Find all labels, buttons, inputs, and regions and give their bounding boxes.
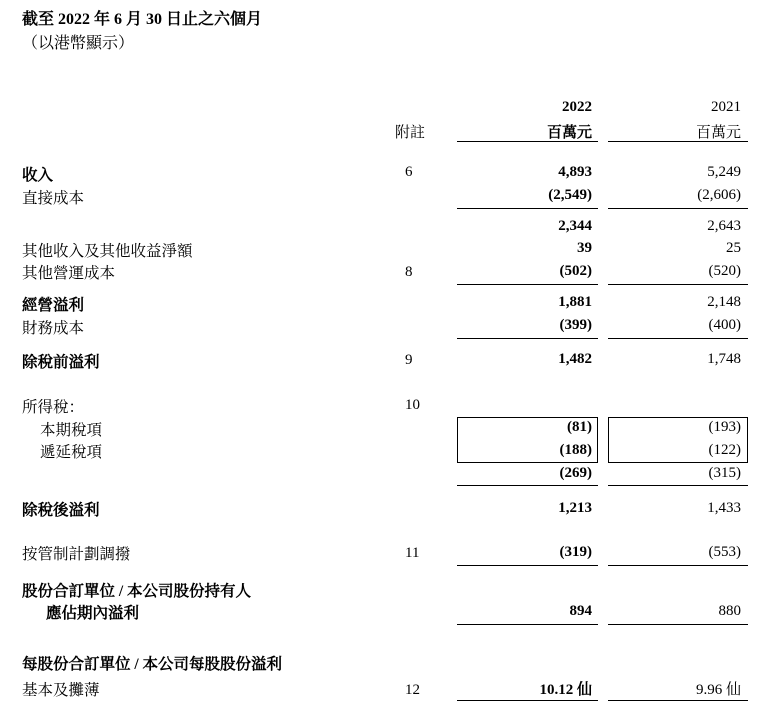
row-label: 除稅前溢利 bbox=[22, 354, 100, 371]
row-value-prior: 2,148 bbox=[707, 294, 741, 310]
row-label: 其他收入及其他收益淨額 bbox=[22, 243, 193, 260]
row-value-prior: (193) bbox=[708, 419, 741, 435]
row-value-prior: 25 bbox=[726, 240, 741, 256]
header-underline-prior bbox=[608, 141, 748, 142]
row-value-current: 10.12 仙 bbox=[539, 682, 592, 698]
row-label: 直接成本 bbox=[22, 190, 85, 207]
row-label: 按管制計劃調撥 bbox=[22, 546, 131, 563]
row-value-prior: (122) bbox=[708, 442, 741, 458]
note-column-header: 附註 bbox=[395, 125, 426, 141]
total-line-prior bbox=[608, 624, 748, 625]
row-value-prior: 5,249 bbox=[707, 164, 741, 180]
unit-prior-header: 百萬元 bbox=[695, 125, 741, 141]
statement-title: 截至 2022 年 6 月 30 日止之六個月 bbox=[22, 11, 263, 28]
row-label: 遞延稅項 bbox=[40, 444, 103, 461]
row-note: 6 bbox=[405, 164, 413, 180]
row-value-current: 894 bbox=[569, 603, 592, 619]
row-label: 每股份合訂單位 / 本公司每股股份溢利 bbox=[22, 656, 283, 673]
row-label: 本期稅項 bbox=[40, 422, 103, 439]
row-label: 所得稅： bbox=[22, 399, 85, 416]
currency-note: （以港幣顯示） bbox=[22, 35, 135, 52]
eps-line-current bbox=[457, 700, 598, 701]
row-value-current: 1,213 bbox=[558, 500, 592, 516]
row-value-prior: 880 bbox=[718, 603, 741, 619]
row-value-current: 4,893 bbox=[558, 164, 592, 180]
row-note: 12 bbox=[405, 682, 420, 698]
year-prior-header: 2021 bbox=[711, 99, 741, 115]
unit-current-header: 百萬元 bbox=[546, 125, 592, 141]
subtotal-line-prior bbox=[608, 284, 748, 285]
row-value-prior: 9.96 仙 bbox=[695, 682, 741, 698]
row-value-current: (502) bbox=[559, 263, 592, 279]
row-label: 收入 bbox=[22, 167, 54, 184]
subtotal-line-current bbox=[457, 208, 598, 209]
subtotal-line-prior bbox=[608, 338, 748, 339]
subtotal-line-prior bbox=[608, 485, 748, 486]
row-note: 11 bbox=[405, 545, 420, 561]
subtotal-line-current bbox=[457, 485, 598, 486]
row-value-prior: (520) bbox=[708, 263, 741, 279]
total-line-current bbox=[457, 624, 598, 625]
row-label: 除稅後溢利 bbox=[22, 502, 100, 519]
row-value-current: (188) bbox=[559, 442, 592, 458]
row-value-prior: (553) bbox=[708, 544, 741, 560]
row-label: 基本及攤薄 bbox=[22, 682, 100, 699]
subtotal-line-current bbox=[457, 565, 598, 566]
row-value-prior: 1,433 bbox=[707, 500, 741, 516]
row-note: 8 bbox=[405, 264, 413, 280]
row-value-current: 1,482 bbox=[558, 351, 592, 367]
row-value-current: 1,881 bbox=[558, 294, 592, 310]
subtotal-line-current bbox=[457, 284, 598, 285]
header-underline-current bbox=[457, 141, 598, 142]
row-value-prior: (400) bbox=[708, 317, 741, 333]
year-current-header: 2022 bbox=[562, 99, 592, 115]
row-note: 9 bbox=[405, 352, 413, 368]
row-label: 應佔期內溢利 bbox=[46, 605, 140, 622]
row-value-prior: 2,643 bbox=[707, 218, 741, 234]
row-label: 財務成本 bbox=[22, 320, 85, 337]
row-value-prior: (315) bbox=[708, 465, 741, 481]
row-label: 其他營運成本 bbox=[22, 265, 116, 282]
subtotal-line-current bbox=[457, 338, 598, 339]
row-value-current: (2,549) bbox=[548, 187, 592, 203]
row-value-current: (269) bbox=[559, 465, 592, 481]
row-value-prior: (2,606) bbox=[697, 187, 741, 203]
subtotal-line-prior bbox=[608, 565, 748, 566]
row-value-current: (319) bbox=[559, 544, 592, 560]
row-value-current: 39 bbox=[577, 240, 592, 256]
row-value-prior: 1,748 bbox=[707, 351, 741, 367]
row-value-current: 2,344 bbox=[558, 218, 592, 234]
eps-line-prior bbox=[608, 700, 748, 701]
row-value-current: (81) bbox=[567, 419, 592, 435]
row-value-current: (399) bbox=[559, 317, 592, 333]
row-label: 股份合訂單位 / 本公司股份持有人 bbox=[22, 583, 252, 600]
subtotal-line-prior bbox=[608, 208, 748, 209]
row-note: 10 bbox=[405, 397, 420, 413]
row-label: 經營溢利 bbox=[22, 297, 85, 314]
